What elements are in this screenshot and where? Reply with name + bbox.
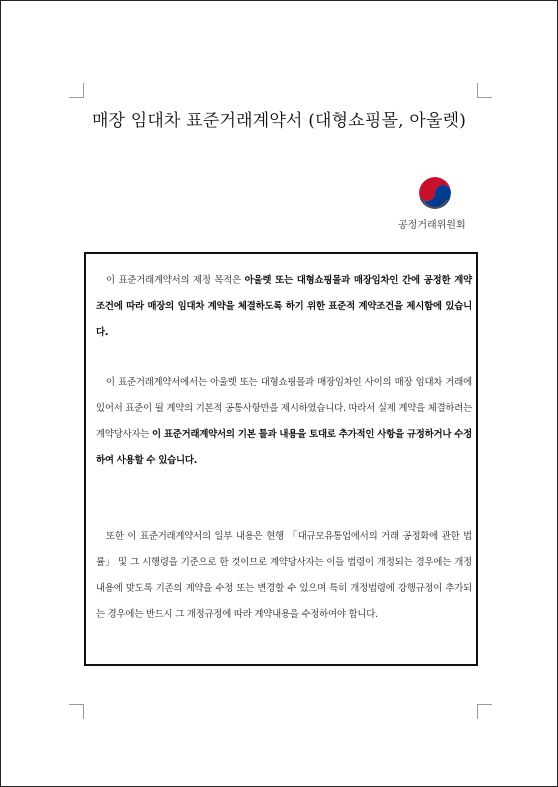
ftc-logo-icon	[418, 176, 452, 210]
intro-paragraph-3	[96, 524, 472, 628]
crop-mark-top-right	[477, 83, 492, 98]
paragraph-3-text: 또한 이 표준거래계약서의 일부 내용은 현행 「대규모유통업에서의 거래 공정화에 관한 법률」 및 그 시행령을 기준으로 한 것이므로 계약당사자는 이들 법령이 개정되는 경우에는 개정내용에 맞도록 기존의 계약을 수정 또는 변경할 수 있으며 특히 개정법령에 강행규정이 추가되는 경우에는 반드시 그 개정규정에 따라 계약내용을 수정하여야 합니다.	[96, 531, 472, 620]
paragraph-2-bold-text: 이 표준거래계약서의 기본 틀과 내용을 토대로 추가적인 사항을 규정하거나 수정하여 사용할 수 있습니다.	[96, 429, 472, 466]
crop-mark-bottom-left	[69, 704, 84, 719]
paragraph-1-text: 이 표준거래계약서의 제정 목적은	[106, 275, 245, 286]
ftc-logo-label: 공정거래위원회	[398, 220, 466, 231]
paragraph-1-bold-text: 아울렛 또는 대형쇼핑몰과 매장임차인 간에 공정한 계약조건에 따라 매장의 임대차 계약을 체결하도록 하기 위한 표준적 계약조건을 제시함에 있습니다.	[96, 275, 472, 338]
document-title: 매장 임대차 표준거래계약서 (대형쇼핑몰, 아울렛)	[91, 111, 467, 131]
crop-mark-top-left	[69, 83, 84, 98]
intro-paragraph-2	[96, 370, 472, 474]
crop-mark-bottom-right	[477, 704, 492, 719]
intro-paragraph-1	[96, 268, 472, 346]
paragraph-2-text: 이 표준거래계약서에서는 아울렛 또는 대형쇼핑몰과 매장임차인 사이의 매장 임대차 거래에 있어서 표준이 될 계약의 기본적 공통사항만을 제시하였습니다. 따라서 실제 계약을 체결하려는 계약당사자는	[96, 377, 472, 440]
